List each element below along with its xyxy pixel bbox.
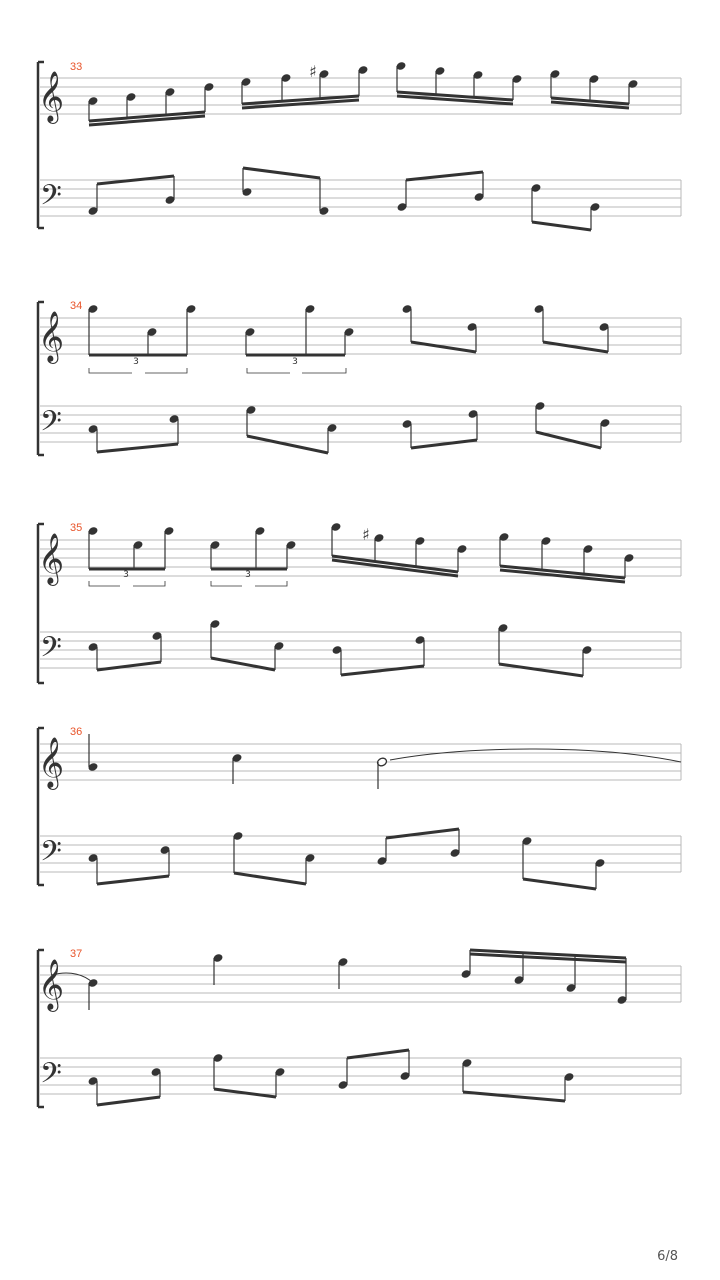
beam [247, 436, 328, 453]
bass-clef-icon: 𝄢 [40, 405, 62, 445]
sharp-icon: ♯ [362, 525, 370, 544]
measure-number-35: 35 [70, 522, 83, 534]
beam [463, 1092, 565, 1101]
measure-number-37: 37 [70, 948, 83, 960]
bass-clef-icon: 𝄢 [40, 179, 62, 219]
beam [97, 444, 178, 452]
beam [411, 342, 476, 352]
beam [341, 666, 424, 675]
beam [523, 879, 596, 889]
beam [97, 1097, 160, 1105]
beam [499, 664, 583, 676]
tuplet-bracket [247, 368, 346, 373]
tuplet-number: 3 [292, 357, 298, 367]
beam [532, 222, 591, 230]
tuplet-bracket [89, 368, 187, 373]
beam [347, 1050, 409, 1058]
beam [411, 440, 477, 448]
measure-number-33: 33 [70, 61, 83, 73]
tuplet-number: 3 [123, 570, 129, 580]
beam [97, 662, 161, 670]
beam [234, 873, 306, 884]
tie [390, 749, 681, 762]
measure-number-34: 34 [70, 300, 83, 312]
page-number: 6/8 [657, 1249, 678, 1264]
measure-number-36: 36 [70, 726, 83, 738]
tuplet-bracket [89, 581, 165, 586]
beam [243, 168, 320, 178]
bass-clef-icon: 𝄢 [40, 1057, 62, 1097]
beam [543, 342, 608, 352]
tuplet-number: 3 [245, 570, 251, 580]
tuplet-bracket [211, 581, 287, 586]
sharp-icon: ♯ [309, 62, 317, 81]
beam [536, 432, 601, 448]
treble-clef-icon: 𝄞 [38, 959, 65, 1010]
bass-clef-icon: 𝄢 [40, 631, 62, 671]
treble-clef-icon: 𝄞 [38, 533, 65, 584]
treble-clef-icon: 𝄞 [38, 71, 65, 122]
treble-clef-icon: 𝄞 [38, 311, 65, 362]
beam [214, 1089, 276, 1097]
beam [386, 829, 459, 838]
beam [332, 560, 458, 576]
treble-clef-icon: 𝄞 [38, 737, 65, 788]
bass-clef-icon: 𝄢 [40, 835, 62, 875]
beam [406, 172, 483, 180]
tuplet-number: 3 [133, 357, 139, 367]
beam [97, 876, 169, 884]
